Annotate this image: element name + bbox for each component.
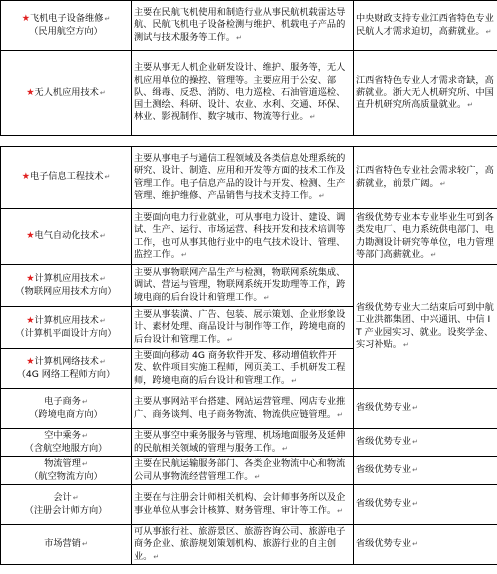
job-description-cell bbox=[132, 389, 354, 429]
major-name: 计算机应用技术 bbox=[34, 315, 99, 327]
major-name: 市场营销 bbox=[44, 538, 81, 550]
job-description: 主要从事网站平台搭建、网站运营管理、网店专业推广、商务谈判、电子商务物流、物流供应链管理。 bbox=[134, 396, 346, 420]
table-row bbox=[1, 209, 497, 265]
major-feature: 省级优势专业 bbox=[356, 498, 412, 510]
table-row bbox=[1, 51, 497, 136]
return-mark-icon: ↵ bbox=[467, 101, 474, 110]
majors-table-top bbox=[0, 0, 497, 136]
major-name-cell bbox=[1, 457, 132, 485]
job-description: 主要面向移动 4G 商务软件开发、移动增值软件开发、软件项目实施工程师，网页美工、手机研发工程师，跨境电商的后台设计和管理工作。 bbox=[134, 350, 346, 386]
major-feature: 省级优势专业 bbox=[356, 538, 412, 550]
major-feature: 省级优势专业 bbox=[356, 464, 412, 476]
feature-cell bbox=[354, 51, 497, 136]
major-name-cell bbox=[1, 389, 132, 429]
return-mark-icon: ↵ bbox=[430, 250, 437, 259]
return-mark-icon: ↵ bbox=[337, 506, 343, 515]
return-mark-icon: ↵ bbox=[318, 191, 325, 200]
return-mark-icon: ↵ bbox=[439, 179, 446, 188]
job-description: 主要在民航飞机使用和制造行业从事民航机载雷达导航、民航飞机电子设备检测与维护、机载电子产品的测试与技术服务等工作。 bbox=[134, 7, 346, 43]
feature-cell bbox=[354, 457, 497, 485]
major-name-cell bbox=[1, 349, 132, 389]
major-name-cell bbox=[1, 51, 132, 136]
return-mark-icon: ↵ bbox=[153, 552, 160, 561]
major-name: 空中乘务 bbox=[44, 430, 81, 442]
feature-cell bbox=[354, 429, 497, 457]
table-row bbox=[1, 525, 497, 565]
table-row bbox=[1, 485, 497, 525]
star-icon: ★ bbox=[26, 230, 35, 242]
return-mark-icon: ↵ bbox=[104, 173, 111, 182]
job-description: 可从事旅行社、旅游景区、旅游咨询公司、旅游电子商务企业、旅游规划策划机构、旅游行业的自主创业。 bbox=[134, 526, 346, 562]
star-icon: ★ bbox=[26, 273, 35, 285]
job-description-cell bbox=[132, 1, 354, 51]
major-name-cell bbox=[1, 485, 132, 525]
star-icon: ★ bbox=[26, 86, 35, 98]
return-mark-icon: ↵ bbox=[309, 113, 316, 122]
return-mark-icon: ↵ bbox=[485, 27, 492, 36]
job-description-cell bbox=[132, 429, 354, 457]
job-description-cell bbox=[132, 485, 354, 525]
return-mark-icon: ↵ bbox=[99, 317, 106, 326]
job-description: 主要在与注册会计师相关机构、会计师事务所以及企事业单位从事会计核算、财务管理、审计等工作。 bbox=[134, 492, 346, 516]
return-mark-icon: ↵ bbox=[412, 438, 418, 447]
return-mark-icon: ↵ bbox=[412, 404, 418, 413]
return-mark-icon: ↵ bbox=[81, 540, 88, 549]
major-name-cell bbox=[1, 147, 132, 209]
return-mark-icon: ↵ bbox=[291, 376, 298, 385]
major-name: 电气自动化技术 bbox=[34, 230, 99, 242]
major-direction: （物联网应用技术方向） bbox=[15, 285, 117, 297]
major-direction: （计算机平面设计方向） bbox=[15, 327, 117, 339]
feature-cell bbox=[354, 265, 497, 389]
major-name: 无人机应用技术 bbox=[34, 86, 99, 98]
major-name-cell bbox=[1, 307, 132, 349]
job-description-cell bbox=[132, 265, 354, 307]
return-mark-icon: ↵ bbox=[81, 460, 88, 469]
major-direction: （4G 网络工程师方向） bbox=[16, 368, 116, 380]
job-description-cell bbox=[132, 147, 354, 209]
return-mark-icon: ↵ bbox=[412, 540, 418, 549]
table-row bbox=[1, 457, 497, 485]
job-description-cell bbox=[132, 51, 354, 136]
star-icon: ★ bbox=[26, 356, 35, 368]
major-direction: （民用航空方向） bbox=[29, 25, 103, 37]
return-mark-icon: ↵ bbox=[180, 250, 187, 259]
return-mark-icon: ↵ bbox=[104, 15, 111, 24]
feature-cell bbox=[354, 147, 497, 209]
feature-cell bbox=[354, 209, 497, 265]
job-description: 主要从事电子与通信工程领域及各类信息处理系统的研究、设计、制造、应用和开发等方面的技术工作及管理工作。电子信息产品的设计与开发、检测、生产管理、维护维修、产品销售与技术支持工作。 bbox=[134, 152, 346, 201]
major-name: 计算机网络技术 bbox=[34, 356, 99, 368]
major-name: 电子信息工程技术 bbox=[29, 171, 104, 183]
table-row bbox=[1, 265, 497, 307]
job-description-cell bbox=[132, 349, 354, 389]
star-icon: ★ bbox=[21, 13, 30, 25]
major-name: 会计 bbox=[53, 492, 72, 504]
return-mark-icon: ↵ bbox=[99, 275, 106, 284]
major-feature: 省级优势专业本专业毕业生可到各类发电厂、电力系统供电部门、电力勘测设计研究等单位，电力管理等部门高薪就业。 bbox=[356, 211, 494, 260]
major-direction: （航空物流方向） bbox=[29, 470, 103, 482]
table-row bbox=[1, 147, 497, 209]
major-feature: 江西省特色专业社会需求较广，高薪就业，前景广阔。 bbox=[356, 165, 494, 189]
return-mark-icon: ↵ bbox=[402, 340, 409, 349]
major-name-cell bbox=[1, 265, 132, 307]
major-feature: 中央财政支持专业江西省特色专业民航人才需求迫切，高薪就业。 bbox=[356, 13, 494, 37]
return-mark-icon: ↵ bbox=[236, 33, 242, 42]
major-name: 物流管理 bbox=[44, 458, 81, 470]
job-description: 主要从事装潢、广告、包装、展示策划、企业形象设计、素材处理、商品设计与制作等工作，跨境电商的后台设计和管理工作。 bbox=[134, 309, 346, 345]
return-mark-icon: ↵ bbox=[81, 432, 88, 441]
major-name: 电子商务 bbox=[44, 396, 81, 408]
return-mark-icon: ↵ bbox=[337, 410, 343, 419]
return-mark-icon: ↵ bbox=[226, 335, 233, 344]
table-row bbox=[1, 389, 497, 429]
major-feature: 省级优势专业 bbox=[356, 402, 412, 414]
feature-cell bbox=[354, 389, 497, 429]
job-description-cell bbox=[132, 307, 354, 349]
feature-cell bbox=[354, 1, 497, 51]
job-description: 主要面向电力行业就业，可从事电力设计、建设、调试、生产、运行、市场运营、科技开发和技术培训等工作，也可从事其他行业中的电气技术设计、管理、监控工作。 bbox=[134, 211, 346, 260]
major-direction: （注册会计师方向） bbox=[24, 504, 108, 516]
return-mark-icon: ↵ bbox=[81, 398, 88, 407]
majors-table-bottom bbox=[0, 146, 497, 565]
job-description-cell bbox=[132, 209, 354, 265]
star-icon: ★ bbox=[26, 315, 35, 327]
major-name-cell bbox=[1, 525, 132, 565]
return-mark-icon: ↵ bbox=[72, 494, 79, 503]
major-name: 计算机应用技术 bbox=[34, 273, 99, 285]
job-description-cell bbox=[132, 457, 354, 485]
feature-cell bbox=[354, 525, 497, 565]
job-description-cell bbox=[132, 525, 354, 565]
return-mark-icon: ↵ bbox=[263, 293, 270, 302]
major-direction: （跨境电商方向） bbox=[29, 408, 103, 420]
major-feature: 江西省特色专业人才需求奇缺，高薪就业。浙大无人机研究所、中国直升机研究所高质量就业。 bbox=[356, 74, 494, 111]
return-mark-icon: ↵ bbox=[99, 232, 106, 241]
major-name: 飞机电子设备维修 bbox=[29, 13, 104, 25]
major-direction: （含航空地服方向） bbox=[24, 442, 108, 454]
major-name-cell bbox=[1, 429, 132, 457]
major-feature: 省级优势专业 bbox=[356, 436, 412, 448]
major-name-cell bbox=[1, 1, 132, 51]
job-description: 主要从事空中乘务服务与管理、机场地面服务及延伸的民航相关领域的管理与服务工作。 bbox=[134, 430, 346, 454]
major-name-cell bbox=[1, 209, 132, 265]
job-description: 主要从事无人机企业研发设计、维护、服务等，无人机应用单位的操控、管理等。主要应用于公安、部队、缉毒、反恐、消防、电力巡检、石油管道巡检、国土测绘、科研、设计、农业、水利、交通、环保、林业、影视制作、数字城市、物流等行业。 bbox=[134, 62, 346, 123]
return-mark-icon: ↵ bbox=[282, 444, 288, 453]
return-mark-icon: ↵ bbox=[99, 88, 106, 97]
major-feature: 省级优势专业大二结束后可到中航工业洪都集团、中兴通讯、中信 IT 产业园实习、就业。设奖学金、实习补贴。 bbox=[356, 301, 494, 350]
table-row bbox=[1, 429, 497, 457]
return-mark-icon: ↵ bbox=[412, 500, 418, 509]
return-mark-icon: ↵ bbox=[254, 472, 261, 481]
table-row bbox=[1, 1, 497, 51]
feature-cell bbox=[354, 485, 497, 525]
return-mark-icon: ↵ bbox=[99, 358, 106, 367]
star-icon: ★ bbox=[21, 171, 30, 183]
job-description: 主要在民航运输服务部门、各类企业物流中心和物流公司从事物流经营管理工作。 bbox=[134, 458, 346, 482]
job-description: 主要从事物联网产品生产与检测，物联网系统集成、调试、营运与管理，物联网系统开发助理等工作，跨境电商的后台设计和管理工作。 bbox=[134, 267, 346, 303]
return-mark-icon: ↵ bbox=[412, 466, 418, 475]
